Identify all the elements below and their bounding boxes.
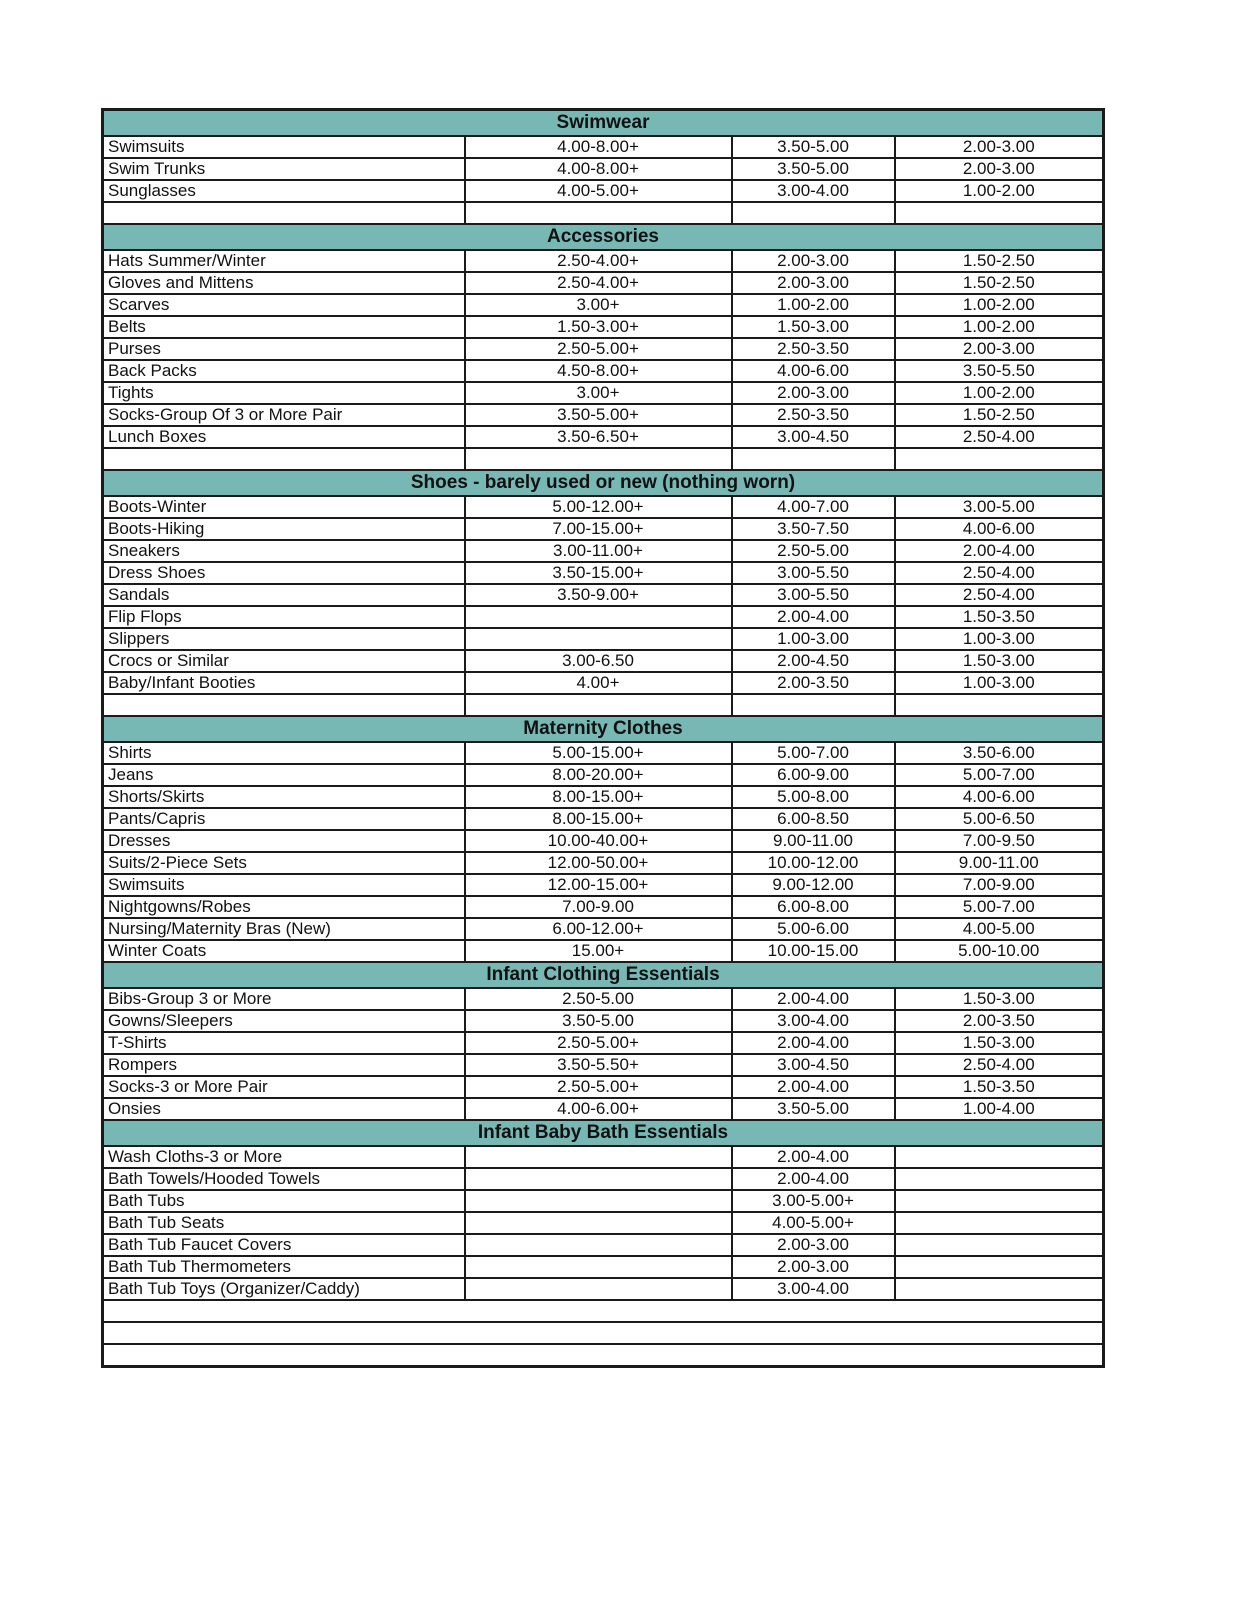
price-range-low-cell: 1.50-3.50 — [895, 606, 1104, 628]
item-name-cell: Socks-Group Of 3 or More Pair — [103, 404, 465, 426]
item-name-cell: Sneakers — [103, 540, 465, 562]
table-row — [103, 272, 1104, 294]
price-range-mid-cell: 5.00-8.00 — [732, 786, 895, 808]
price-range-high-cell: 4.00+ — [465, 672, 732, 694]
item-name-cell: Bath Tub Thermometers — [103, 1256, 465, 1278]
item-name-cell: Shirts — [103, 742, 465, 764]
item-name-cell: Flip Flops — [103, 606, 465, 628]
item-name-cell: Bath Tub Seats — [103, 1212, 465, 1234]
price-range-high-cell: 3.50-5.00 — [465, 1010, 732, 1032]
price-range-high-cell — [465, 1212, 732, 1234]
price-range-mid-cell: 3.50-5.00 — [732, 1098, 895, 1120]
price-range-mid-cell: 3.50-5.00 — [732, 136, 895, 158]
price-range-mid-cell: 2.00-4.00 — [732, 1032, 895, 1054]
price-range-low-cell — [895, 1278, 1104, 1300]
section-header-row — [103, 224, 1104, 250]
item-name-cell — [103, 694, 465, 716]
price-range-mid-cell: 3.00-4.00 — [732, 1010, 895, 1032]
price-range-low-cell: 1.50-3.00 — [895, 1032, 1104, 1054]
price-range-low-cell — [895, 1234, 1104, 1256]
price-range-mid-cell: 9.00-11.00 — [732, 830, 895, 852]
table-row — [103, 562, 1104, 584]
price-range-high-cell: 3.50-15.00+ — [465, 562, 732, 584]
price-range-low-cell: 2.00-3.00 — [895, 136, 1104, 158]
table-row — [103, 518, 1104, 540]
price-range-low-cell: 1.50-2.50 — [895, 404, 1104, 426]
section-header-row — [103, 110, 1104, 137]
table-row — [103, 360, 1104, 382]
price-range-mid-cell: 2.00-3.00 — [732, 1234, 895, 1256]
price-range-low-cell: 1.50-3.00 — [895, 650, 1104, 672]
table-row — [103, 628, 1104, 650]
price-range-high-cell: 2.50-4.00+ — [465, 250, 732, 272]
price-range-low-cell: 5.00-7.00 — [895, 896, 1104, 918]
item-name-cell: Jeans — [103, 764, 465, 786]
price-range-mid-cell: 2.00-3.50 — [732, 672, 895, 694]
price-range-low-cell: 1.00-4.00 — [895, 1098, 1104, 1120]
table-row — [103, 694, 1104, 716]
price-range-low-cell: 1.00-2.00 — [895, 294, 1104, 316]
section-title: Accessories — [103, 224, 1104, 250]
price-range-high-cell: 4.00-8.00+ — [465, 136, 732, 158]
table-row — [103, 316, 1104, 338]
price-range-mid-cell: 2.00-3.00 — [732, 1256, 895, 1278]
table-row — [103, 158, 1104, 180]
blank-cell — [103, 1322, 1104, 1344]
price-range-high-cell — [465, 202, 732, 224]
price-range-high-cell: 3.00+ — [465, 294, 732, 316]
price-range-low-cell: 2.00-3.00 — [895, 158, 1104, 180]
item-name-cell: Bath Towels/Hooded Towels — [103, 1168, 465, 1190]
price-range-high-cell: 3.50-5.50+ — [465, 1054, 732, 1076]
section-title: Maternity Clothes — [103, 716, 1104, 742]
price-range-high-cell: 8.00-20.00+ — [465, 764, 732, 786]
table-row — [103, 382, 1104, 404]
price-range-high-cell — [465, 1256, 732, 1278]
price-range-high-cell: 3.50-5.00+ — [465, 404, 732, 426]
price-range-mid-cell: 6.00-8.00 — [732, 896, 895, 918]
table-row — [103, 672, 1104, 694]
item-name-cell: Sandals — [103, 584, 465, 606]
price-range-mid-cell: 10.00-12.00 — [732, 852, 895, 874]
table-row — [103, 896, 1104, 918]
price-range-mid-cell — [732, 448, 895, 470]
price-range-low-cell — [895, 202, 1104, 224]
section-title: Shoes - barely used or new (nothing worn) — [103, 470, 1104, 496]
price-range-low-cell — [895, 1190, 1104, 1212]
price-range-low-cell: 4.00-5.00 — [895, 918, 1104, 940]
item-name-cell — [103, 202, 465, 224]
price-range-high-cell: 1.50-3.00+ — [465, 316, 732, 338]
table-row — [103, 1256, 1104, 1278]
price-range-high-cell — [465, 448, 732, 470]
table-row — [103, 874, 1104, 896]
price-range-high-cell: 4.00-5.00+ — [465, 180, 732, 202]
price-range-mid-cell: 3.50-5.00 — [732, 158, 895, 180]
price-range-mid-cell: 3.00-5.50 — [732, 584, 895, 606]
price-range-high-cell — [465, 628, 732, 650]
item-name-cell: Back Packs — [103, 360, 465, 382]
price-range-low-cell: 9.00-11.00 — [895, 852, 1104, 874]
price-range-high-cell: 2.50-4.00+ — [465, 272, 732, 294]
section-title: Swimwear — [103, 110, 1104, 137]
table-row — [103, 1098, 1104, 1120]
price-range-high-cell: 2.50-5.00 — [465, 988, 732, 1010]
item-name-cell: Dress Shoes — [103, 562, 465, 584]
price-range-low-cell: 2.50-4.00 — [895, 426, 1104, 448]
table-row — [103, 786, 1104, 808]
price-range-mid-cell: 2.00-3.00 — [732, 272, 895, 294]
price-range-mid-cell: 2.00-3.00 — [732, 250, 895, 272]
price-range-mid-cell: 6.00-8.50 — [732, 808, 895, 830]
price-range-low-cell: 3.00-5.00 — [895, 496, 1104, 518]
price-range-mid-cell: 3.50-7.50 — [732, 518, 895, 540]
item-name-cell: Winter Coats — [103, 940, 465, 962]
price-range-low-cell: 2.00-3.50 — [895, 1010, 1104, 1032]
item-name-cell: Purses — [103, 338, 465, 360]
table-row — [103, 1010, 1104, 1032]
table-row — [103, 202, 1104, 224]
item-name-cell: Swimsuits — [103, 874, 465, 896]
price-range-low-cell: 1.50-2.50 — [895, 250, 1104, 272]
table-row — [103, 1190, 1104, 1212]
price-range-mid-cell: 2.50-3.50 — [732, 404, 895, 426]
price-range-mid-cell — [732, 202, 895, 224]
price-range-mid-cell: 2.00-4.50 — [732, 650, 895, 672]
table-row — [103, 808, 1104, 830]
item-name-cell: Gowns/Sleepers — [103, 1010, 465, 1032]
price-range-low-cell: 5.00-7.00 — [895, 764, 1104, 786]
price-range-low-cell: 1.00-2.00 — [895, 180, 1104, 202]
item-name-cell: Sunglasses — [103, 180, 465, 202]
table-row — [103, 294, 1104, 316]
price-table-body — [103, 110, 1104, 1367]
table-row — [103, 1212, 1104, 1234]
table-row — [103, 584, 1104, 606]
item-name-cell: Suits/2-Piece Sets — [103, 852, 465, 874]
table-row — [103, 918, 1104, 940]
price-range-mid-cell: 3.00-4.00 — [732, 180, 895, 202]
price-range-mid-cell: 2.00-4.00 — [732, 1146, 895, 1168]
item-name-cell: Pants/Capris — [103, 808, 465, 830]
item-name-cell: Belts — [103, 316, 465, 338]
price-range-low-cell — [895, 1212, 1104, 1234]
item-name-cell: Boots-Winter — [103, 496, 465, 518]
price-range-mid-cell: 3.00-5.50 — [732, 562, 895, 584]
price-range-low-cell: 4.00-6.00 — [895, 518, 1104, 540]
section-title: Infant Clothing Essentials — [103, 962, 1104, 988]
price-range-high-cell: 3.00-6.50 — [465, 650, 732, 672]
price-range-low-cell — [895, 694, 1104, 716]
item-name-cell: Onsies — [103, 1098, 465, 1120]
blank-cell — [103, 1300, 1104, 1322]
price-range-mid-cell: 3.00-4.00 — [732, 1278, 895, 1300]
price-range-low-cell: 5.00-6.50 — [895, 808, 1104, 830]
item-name-cell: Bibs-Group 3 or More — [103, 988, 465, 1010]
price-range-high-cell — [465, 606, 732, 628]
price-range-low-cell: 2.00-4.00 — [895, 540, 1104, 562]
table-row — [103, 1076, 1104, 1098]
price-range-high-cell: 12.00-50.00+ — [465, 852, 732, 874]
item-name-cell: Rompers — [103, 1054, 465, 1076]
item-name-cell: Bath Tubs — [103, 1190, 465, 1212]
price-range-high-cell: 4.00-6.00+ — [465, 1098, 732, 1120]
table-row — [103, 1278, 1104, 1300]
item-name-cell: Tights — [103, 382, 465, 404]
price-range-high-cell: 4.00-8.00+ — [465, 158, 732, 180]
blank-row — [103, 1300, 1104, 1322]
price-range-high-cell: 2.50-5.00+ — [465, 338, 732, 360]
price-range-mid-cell: 2.00-4.00 — [732, 1076, 895, 1098]
item-name-cell: Nightgowns/Robes — [103, 896, 465, 918]
price-range-mid-cell: 2.50-3.50 — [732, 338, 895, 360]
item-name-cell: Dresses — [103, 830, 465, 852]
price-range-high-cell: 5.00-15.00+ — [465, 742, 732, 764]
section-header-row — [103, 962, 1104, 988]
table-row — [103, 448, 1104, 470]
table-row — [103, 830, 1104, 852]
price-range-high-cell: 7.00-15.00+ — [465, 518, 732, 540]
item-name-cell: Hats Summer/Winter — [103, 250, 465, 272]
table-row — [103, 136, 1104, 158]
table-row — [103, 852, 1104, 874]
price-range-mid-cell: 6.00-9.00 — [732, 764, 895, 786]
table-row — [103, 1054, 1104, 1076]
price-range-high-cell — [465, 1278, 732, 1300]
table-row — [103, 250, 1104, 272]
table-row — [103, 496, 1104, 518]
price-range-low-cell: 1.00-2.00 — [895, 382, 1104, 404]
price-range-high-cell: 8.00-15.00+ — [465, 786, 732, 808]
price-range-low-cell: 1.50-3.50 — [895, 1076, 1104, 1098]
price-range-high-cell: 3.50-6.50+ — [465, 426, 732, 448]
item-name-cell: Scarves — [103, 294, 465, 316]
table-row — [103, 540, 1104, 562]
price-range-high-cell — [465, 1190, 732, 1212]
item-name-cell: Boots-Hiking — [103, 518, 465, 540]
item-name-cell: Crocs or Similar — [103, 650, 465, 672]
item-name-cell: T-Shirts — [103, 1032, 465, 1054]
price-range-high-cell: 4.50-8.00+ — [465, 360, 732, 382]
price-range-low-cell — [895, 1256, 1104, 1278]
price-range-mid-cell: 2.00-4.00 — [732, 1168, 895, 1190]
price-range-high-cell — [465, 1146, 732, 1168]
item-name-cell: Lunch Boxes — [103, 426, 465, 448]
table-row — [103, 338, 1104, 360]
item-name-cell: Swimsuits — [103, 136, 465, 158]
item-name-cell: Bath Tub Toys (Organizer/Caddy) — [103, 1278, 465, 1300]
price-range-mid-cell: 1.50-3.00 — [732, 316, 895, 338]
price-range-high-cell — [465, 694, 732, 716]
price-range-low-cell: 1.00-2.00 — [895, 316, 1104, 338]
price-range-low-cell — [895, 1146, 1104, 1168]
price-range-mid-cell: 10.00-15.00 — [732, 940, 895, 962]
price-range-low-cell: 3.50-6.00 — [895, 742, 1104, 764]
price-range-low-cell — [895, 448, 1104, 470]
item-name-cell: Baby/Infant Booties — [103, 672, 465, 694]
table-row — [103, 764, 1104, 786]
table-row — [103, 1032, 1104, 1054]
price-range-mid-cell: 4.00-6.00 — [732, 360, 895, 382]
table-row — [103, 650, 1104, 672]
price-range-high-cell: 12.00-15.00+ — [465, 874, 732, 896]
item-name-cell: Wash Cloths-3 or More — [103, 1146, 465, 1168]
price-range-mid-cell: 3.00-4.50 — [732, 1054, 895, 1076]
price-range-low-cell: 1.50-2.50 — [895, 272, 1104, 294]
table-row — [103, 1146, 1104, 1168]
blank-row — [103, 1322, 1104, 1344]
item-name-cell: Swim Trunks — [103, 158, 465, 180]
section-title: Infant Baby Bath Essentials — [103, 1120, 1104, 1146]
price-range-high-cell: 15.00+ — [465, 940, 732, 962]
table-row — [103, 180, 1104, 202]
price-range-low-cell: 2.50-4.00 — [895, 562, 1104, 584]
item-name-cell: Slippers — [103, 628, 465, 650]
price-range-mid-cell: 1.00-2.00 — [732, 294, 895, 316]
price-range-high-cell: 5.00-12.00+ — [465, 496, 732, 518]
price-range-high-cell: 3.00+ — [465, 382, 732, 404]
price-range-low-cell: 2.50-4.00 — [895, 1054, 1104, 1076]
price-range-low-cell: 5.00-10.00 — [895, 940, 1104, 962]
price-range-mid-cell: 3.00-5.00+ — [732, 1190, 895, 1212]
price-range-mid-cell: 1.00-3.00 — [732, 628, 895, 650]
table-row — [103, 742, 1104, 764]
price-range-low-cell: 7.00-9.00 — [895, 874, 1104, 896]
table-row — [103, 426, 1104, 448]
table-row — [103, 988, 1104, 1010]
price-range-low-cell: 4.00-6.00 — [895, 786, 1104, 808]
table-row — [103, 404, 1104, 426]
price-range-mid-cell: 2.00-4.00 — [732, 606, 895, 628]
price-range-high-cell: 3.50-9.00+ — [465, 584, 732, 606]
price-range-high-cell: 6.00-12.00+ — [465, 918, 732, 940]
price-range-mid-cell: 9.00-12.00 — [732, 874, 895, 896]
price-range-low-cell: 2.50-4.00 — [895, 584, 1104, 606]
table-row — [103, 606, 1104, 628]
item-name-cell: Gloves and Mittens — [103, 272, 465, 294]
price-range-mid-cell: 2.00-4.00 — [732, 988, 895, 1010]
price-range-low-cell — [895, 1168, 1104, 1190]
price-range-low-cell: 1.00-3.00 — [895, 672, 1104, 694]
price-range-high-cell: 2.50-5.00+ — [465, 1032, 732, 1054]
item-name-cell: Shorts/Skirts — [103, 786, 465, 808]
item-name-cell: Nursing/Maternity Bras (New) — [103, 918, 465, 940]
price-range-low-cell: 2.00-3.00 — [895, 338, 1104, 360]
price-range-high-cell: 7.00-9.00 — [465, 896, 732, 918]
price-table — [101, 108, 1105, 1368]
item-name-cell — [103, 448, 465, 470]
price-range-low-cell: 7.00-9.50 — [895, 830, 1104, 852]
price-range-mid-cell: 4.00-5.00+ — [732, 1212, 895, 1234]
section-header-row — [103, 470, 1104, 496]
section-header-row — [103, 716, 1104, 742]
blank-row — [103, 1344, 1104, 1367]
price-range-high-cell — [465, 1234, 732, 1256]
item-name-cell: Bath Tub Faucet Covers — [103, 1234, 465, 1256]
price-range-high-cell: 10.00-40.00+ — [465, 830, 732, 852]
price-range-mid-cell: 5.00-7.00 — [732, 742, 895, 764]
item-name-cell: Socks-3 or More Pair — [103, 1076, 465, 1098]
price-range-low-cell: 1.50-3.00 — [895, 988, 1104, 1010]
price-range-low-cell: 3.50-5.50 — [895, 360, 1104, 382]
price-range-high-cell: 8.00-15.00+ — [465, 808, 732, 830]
price-range-low-cell: 1.00-3.00 — [895, 628, 1104, 650]
table-row — [103, 940, 1104, 962]
price-range-mid-cell: 2.50-5.00 — [732, 540, 895, 562]
price-range-mid-cell: 5.00-6.00 — [732, 918, 895, 940]
section-header-row — [103, 1120, 1104, 1146]
price-range-mid-cell — [732, 694, 895, 716]
table-row — [103, 1168, 1104, 1190]
price-range-mid-cell: 2.00-3.00 — [732, 382, 895, 404]
table-row — [103, 1234, 1104, 1256]
price-range-high-cell — [465, 1168, 732, 1190]
price-range-high-cell: 3.00-11.00+ — [465, 540, 732, 562]
price-range-high-cell: 2.50-5.00+ — [465, 1076, 732, 1098]
price-range-mid-cell: 3.00-4.50 — [732, 426, 895, 448]
price-range-mid-cell: 4.00-7.00 — [732, 496, 895, 518]
blank-cell — [103, 1344, 1104, 1367]
